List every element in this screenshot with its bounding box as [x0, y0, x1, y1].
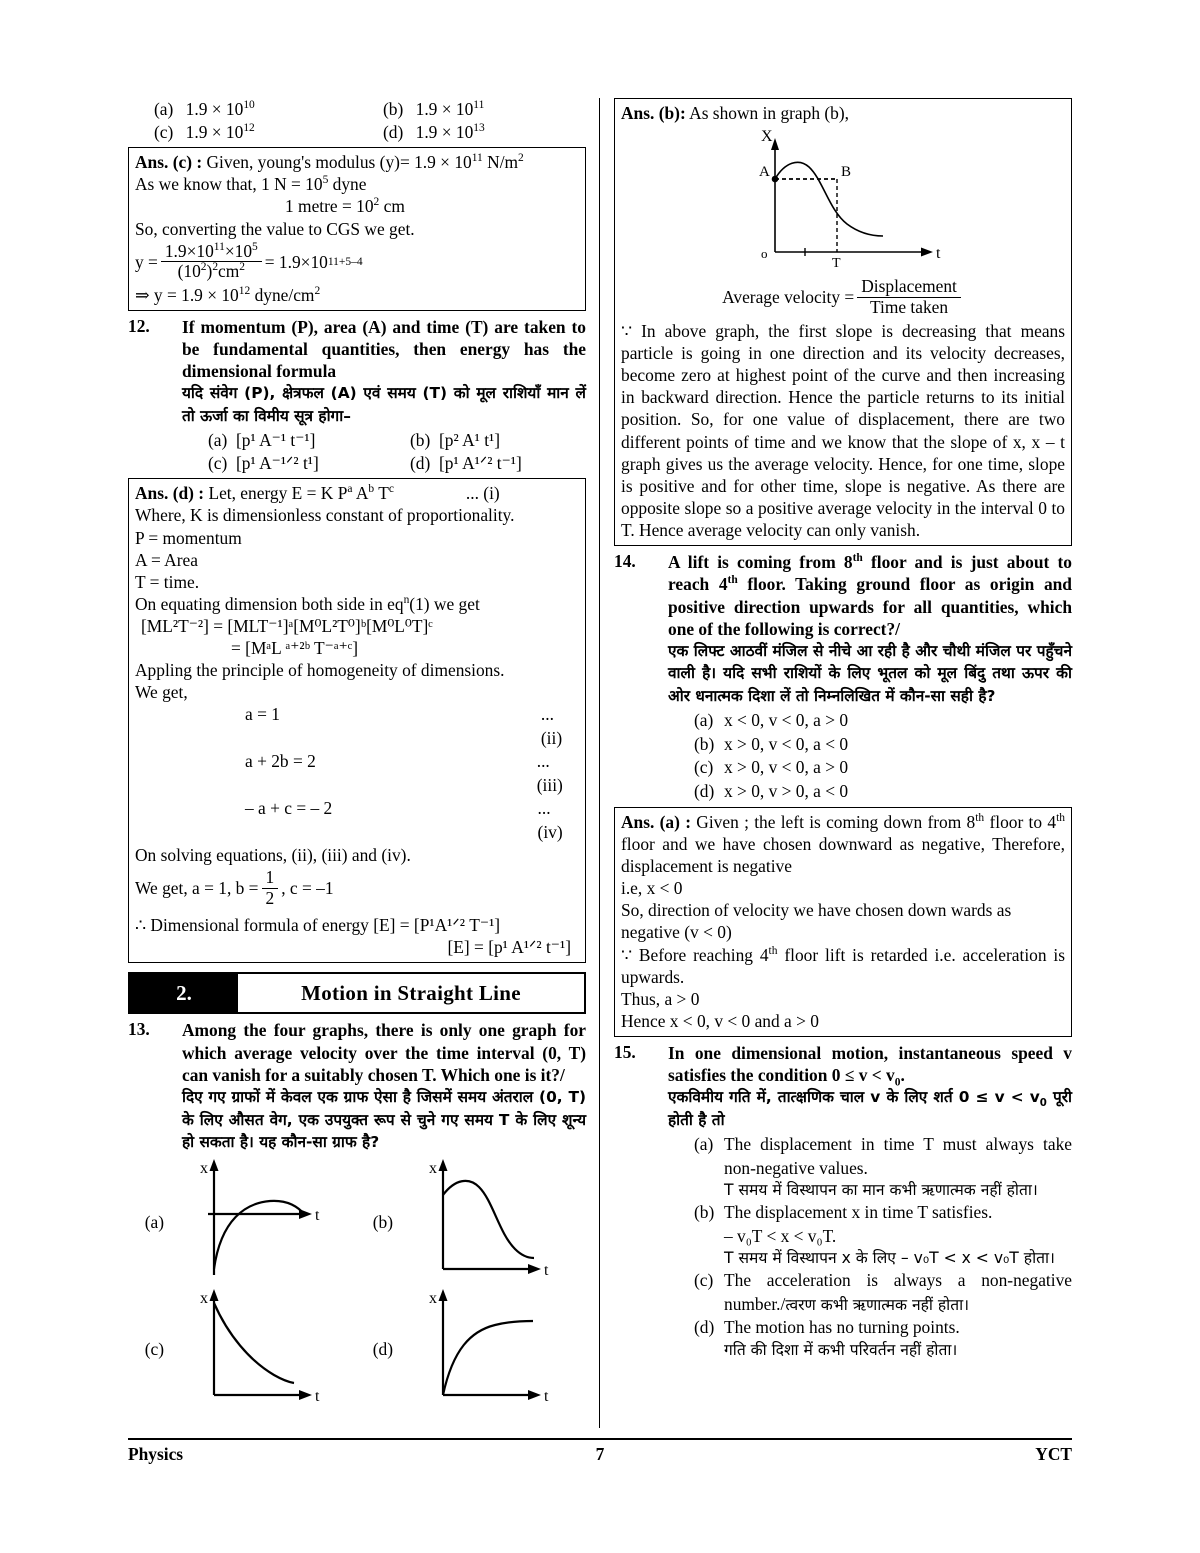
option-b[interactable]: (b) The displacement x in time T satisfies. – v₀T < x < v₀T. T समय में विस्थापन x के लिए – v₀T < x < v₀T होता।: [694, 1201, 1072, 1269]
y-axis-label: x: [429, 1160, 437, 1178]
q15-options: [668, 1133, 1072, 1361]
option-label: (a): [154, 99, 174, 119]
left-column: [128, 98, 594, 1428]
question-number: 12.: [128, 315, 150, 336]
chapter-number: 2.: [130, 974, 238, 1012]
answer-box-q14: [614, 807, 1072, 1037]
option-text-hi: गति की दिशा में कभी परिवर्तन नहीं होता।: [724, 1340, 958, 1359]
equation-row: a = 1 ... (ii): [135, 703, 579, 750]
equation-fraction: We get, a = 1, b = $\frac{1}{2}$ , c = –1: [135, 867, 334, 908]
question-number: 13.: [128, 1019, 150, 1040]
footer-subject: Physics: [128, 1444, 184, 1464]
question-text-en: If momentum (P), area (A) and time (T) are taken to be fundamental quantities, then energy has the dimensional formula: [182, 316, 586, 382]
option-b[interactable]: [357, 98, 586, 121]
answer-line: T = time.: [135, 571, 200, 592]
option-text-hi: त्वरण कभी ऋणात्मक नहीं होता।: [785, 1295, 970, 1314]
answer-line: 1 metre = $10^2$ cm: [285, 196, 405, 217]
y-axis-label: x: [429, 1290, 437, 1308]
answer-tag: Ans. (a) :: [621, 811, 691, 832]
answer-line: P = momentum: [135, 527, 242, 548]
answer-tag: Ans. (b):: [621, 103, 686, 123]
footer-page-number: 7: [595, 1444, 605, 1464]
curve-d: [443, 1321, 533, 1395]
q11-options: [128, 98, 586, 143]
graph-option-b: [357, 1157, 586, 1287]
option-a[interactable]: (a) [p¹ A⁻¹ t⁻¹]: [208, 430, 316, 451]
answer-line: Thus, a > 0: [621, 988, 700, 1009]
option-a[interactable]: (a) x < 0, v < 0, a > 0: [694, 710, 849, 731]
origin-label: o: [761, 246, 768, 262]
T-label: T: [832, 256, 841, 272]
answer-line: [ML²T⁻²] = [MLT⁻¹]ᵃ[M⁰L²T⁰]ᵇ[M⁰L⁰T]ᶜ: [141, 615, 433, 636]
option-c[interactable]: (c) The acceleration is always a non-negative number./त्वरण कभी ऋणात्मक नहीं होता।: [694, 1270, 1072, 1314]
equation-row: a + 2b = 2 ... (iii): [135, 750, 579, 797]
fraction: $\frac{1}{2}$: [262, 868, 279, 908]
answer-box-q11: [128, 147, 586, 310]
option-a[interactable]: [128, 98, 357, 121]
right-column: [599, 98, 1072, 1428]
question-12: [128, 316, 586, 475]
page-content: [128, 98, 1072, 1488]
t-axis-arrow: [299, 1390, 312, 1400]
y-axis-label: x: [200, 1160, 208, 1178]
option-row: [128, 121, 586, 144]
question-text-hi: दिए गए ग्राफों में केवल एक ग्राफ ऐसा है जिसमें समय अंतराल (0, T) के लिए औसत वेग, एक उपयुक्त रूप से चुने गए समय T के लिए शून्य हो सकता है। यह कौन-सा ग्राफ है?: [182, 1088, 586, 1151]
t-axis-arrow: [528, 1390, 541, 1400]
graph-row: [128, 1287, 586, 1412]
answer-line: We get,: [135, 682, 188, 703]
answer-graph-container: [621, 124, 1065, 279]
answer-line: ∴ Dimensional formula of energy [E] = [P¹A¹ᐟ² T⁻¹]: [135, 915, 501, 936]
option-row: [128, 98, 586, 121]
graph-option-a: [128, 1157, 357, 1287]
curve-c: [214, 1303, 294, 1383]
equation-ref: ... (iv): [537, 798, 563, 842]
option-text-formula: – v₀T < x < v₀T.: [724, 1225, 837, 1246]
answer-line: So, converting the value to CGS we get.: [135, 218, 415, 239]
option-exponent: 11: [473, 99, 485, 112]
t-axis-arrow: [528, 1264, 541, 1274]
answer-line: On solving equations, (ii), (iii) and (iv).: [135, 845, 411, 866]
x-axis-label: t: [315, 1388, 320, 1406]
fraction: $\frac{1.9\times 10^{11}\times 10^5}{(10^2)^2cm^2}$: [161, 242, 262, 282]
option-value: 1.9 × 10: [415, 121, 474, 142]
graph-label: (c): [144, 1339, 164, 1360]
equation-row: – a + c = – 2 ... (iv): [135, 797, 579, 844]
graph-option-c: [128, 1287, 357, 1412]
equation-fraction: y = $\frac{1.9\times 10^{11}\times 10^5}{(10^2)^2cm^2}$ = 1.9×10 11+5–4: [135, 240, 363, 282]
q14-options: [668, 709, 1072, 803]
equation-ref: ... (i): [465, 483, 500, 504]
t-axis-arrow: [921, 248, 933, 257]
question-number: 15.: [614, 1041, 636, 1062]
option-text-en: The displacement in time T must always take non-negative values.: [724, 1134, 1072, 1178]
option-exponent: 10: [243, 99, 255, 112]
question-text-en: A lift is coming from 8th floor and is just about to reach 4th floor. Taking ground floor as origin and positive direction upwards for all quantities, which one of the following is correct?/: [668, 552, 1072, 639]
graph-a-svg: [166, 1157, 336, 1287]
question-number: 14.: [614, 551, 636, 571]
option-c[interactable]: (c) [p¹ A⁻¹ᐟ² t¹]: [208, 452, 319, 473]
option-text-en: The motion has no turning points.: [724, 1317, 960, 1338]
question-14: [614, 551, 1072, 803]
footer-publisher: YCT: [1035, 1444, 1072, 1464]
option-b[interactable]: (b) x > 0, v < 0, a < 0: [694, 733, 849, 754]
y-axis-arrow: [439, 1159, 448, 1171]
y-axis-label: X: [761, 128, 773, 146]
question-text-hi: यदि संवेग (P), क्षेत्रफल (A) एवं समय (T) को मूल राशियाँ मान लें तो ऊर्जा का विमीय सूत्र होगा–: [182, 384, 586, 425]
y-axis-arrow: [210, 1159, 219, 1171]
graph-b-svg: [395, 1157, 565, 1287]
x-axis-label: t: [315, 1207, 320, 1225]
option-d[interactable]: (d) The motion has no turning points. गति की दिशा में कभी परिवर्तन नहीं होता।: [694, 1316, 1072, 1361]
curve-xt: [775, 162, 883, 236]
graph-label: (d): [372, 1339, 393, 1360]
y-axis-arrow: [439, 1289, 448, 1301]
graph-label: (b): [372, 1211, 393, 1232]
option-b[interactable]: (b) [p² A¹ t¹]: [410, 430, 501, 451]
answer-line: i.e, x < 0: [621, 878, 683, 899]
average-velocity-formula: Average velocity = $\frac{\text{Displacement}}{\text{Time taken}}$: [621, 277, 1065, 317]
option-text-en: The acceleration is always a non-negative number./: [724, 1270, 1072, 1314]
answer-tag: Ans. (c) :: [135, 152, 203, 173]
point-B-label: B: [841, 164, 852, 181]
option-value: 1.9 × 10: [185, 99, 244, 119]
answer-line: Appling the principle of homogeneity of dimensions.: [135, 660, 505, 681]
point-A-label: A: [759, 164, 770, 181]
two-column-layout: [128, 98, 1072, 1428]
answer-line: So, direction of velocity we have chosen down wards as negative (v < 0): [621, 900, 1012, 943]
answer-body-text: ∵ In above graph, the first slope is decreasing that means particle is going in one direction and its velocity decreases, become zero at highest point of the curve and then increasing in backward direction. Hence the particle returns to its initial position. So, for one value of displacement, there are two different points of time and we know that the slope of x, x – t graph gives us the average velocity. Hence, for one time, slope is positive and for other time, slope is negative. As there are opposite slope so a positive average velocity in the interval 0 to T. Hence average velocity can only vanish.: [621, 321, 1065, 540]
answer-tag: Ans. (d) :: [135, 483, 205, 504]
question-text-en: Among the four graphs, there is only one graph for which average velocity over the time interval (0, T) can vanish for a suitably chosen T. Which one is it?/: [182, 1020, 586, 1086]
page-footer: [128, 1438, 1072, 1465]
fraction: $\frac{\text{Displacement}}{\text{Time taken}}$: [857, 277, 961, 317]
option-exponent: 12: [243, 121, 255, 134]
answer-box-q12: [128, 478, 586, 963]
graph-option-d: [357, 1287, 586, 1412]
chapter-title: Motion in Straight Line: [238, 974, 584, 1012]
graph-c-svg: [166, 1287, 336, 1412]
option-c[interactable]: (c) x > 0, v < 0, a > 0: [694, 757, 849, 778]
answer-line: [E] = [p¹ A¹ᐟ² t⁻¹]: [447, 937, 571, 958]
option-exponent: 13: [473, 121, 485, 134]
graph-row: [128, 1157, 586, 1287]
answer-line: On equating dimension both side in $eq^n(1)$ we get: [135, 593, 480, 614]
x-axis-label: t: [936, 245, 941, 263]
option-text-en: The displacement x in time T satisfies.: [724, 1202, 993, 1223]
answer-line: Ans. (c) : Given, young's modulus $(y)= 1.9 \times 10^{11}$ $N/m^2$: [135, 152, 524, 173]
option-d[interactable]: (d) x > 0, v > 0, a < 0: [694, 780, 849, 801]
option-a[interactable]: (a) The displacement in time T must always take non-negative values. T समय में विस्थापन का मान कभी ऋणात्मक नहीं होता।: [694, 1133, 1072, 1201]
question-13: [128, 1019, 586, 1153]
answer-box-q13: [614, 98, 1072, 546]
answer-line: As we know that, 1 $N = 10^5$ dyne: [135, 174, 367, 195]
option-label: (c): [154, 121, 174, 142]
option-label: (b): [383, 99, 404, 119]
option-d[interactable]: [357, 121, 586, 144]
q13-graph-grid: [128, 1157, 586, 1412]
option-value: 1.9 × 10: [185, 121, 244, 142]
question-text-hi: एक लिफ्ट आठवीं मंजिल से नीचे आ रही है और चौथी मंजिल पर पहुँचने वाली है। यदि सभी राशियों के लिए भूतल को मूल बिंदु तथा ऊपर की ओर धनात्मक दिशा लें तो निम्नलिखित में कौन-सा सही है?: [668, 642, 1072, 705]
option-row: [182, 452, 586, 475]
option-value: 1.9 × 10: [415, 99, 474, 119]
answer-line: Where, K is dimensionless constant of proportionality.: [135, 505, 515, 526]
option-d[interactable]: (d) [p¹ A¹ᐟ² t⁻¹]: [410, 452, 522, 473]
equation-ref: ... (ii): [540, 704, 563, 748]
answer-line: ⇒ $y = 1.9 \times 10^{12}$ dyne/$cm^2$: [135, 284, 321, 305]
graph-label: (a): [144, 1211, 164, 1232]
equation-ref: ... (iii): [536, 751, 563, 795]
option-row: [182, 429, 586, 452]
y-axis-label: x: [200, 1290, 208, 1308]
question-text-en: In one dimensional motion, instantaneous speed v satisfies the condition $0 \le v < v_0$.: [668, 1042, 1072, 1089]
chapter-header: [128, 972, 586, 1014]
x-axis-label: t: [544, 1388, 549, 1406]
option-c[interactable]: [128, 121, 357, 144]
curve-b: [443, 1181, 534, 1258]
curve-a: [214, 1201, 305, 1269]
graph-d-svg: [395, 1287, 565, 1412]
answer-line: ∵ Before reaching 4th floor lift is retarded i.e. acceleration is upwards.: [621, 944, 1066, 987]
answer-line: = [MᵃL ᵃ⁺²ᵇ T⁻ᵃ⁺ᶜ]: [231, 638, 359, 659]
answer-line: Hence x < 0, v < 0 and a > 0: [621, 1010, 819, 1031]
answer-graph-svg: [713, 124, 973, 279]
option-label: (d): [383, 121, 404, 142]
x-axis-label: t: [544, 1262, 549, 1280]
question-15: [614, 1042, 1072, 1361]
option-text-hi: T समय में विस्थापन का मान कभी ऋणात्मक नहीं होता।: [724, 1181, 1038, 1200]
option-text-hi: T समय में विस्थापन x के लिए – v₀T < x < v₀T होता।: [724, 1249, 1055, 1268]
answer-line: Ans. (d) : Let, energy E = K $P^a$ $A^b$ $T^c$ ... (i): [135, 483, 500, 504]
answer-line: A = Area: [135, 549, 198, 570]
y-axis-arrow: [210, 1289, 219, 1301]
question-text-hi: एकविमीय गति में, तात्क्षणिक चाल v के लिए शर्त $0 \le v < v_0$ पूरी होती है तो: [668, 1088, 1072, 1129]
answer-line: Ans. (b): As shown in graph (b),: [621, 103, 850, 123]
answer-line: Ans. (a) : Given ; the left is coming down from 8th floor to 4th floor and we have chosen downward as negative, Therefore, displacement is negative: [621, 811, 1065, 877]
